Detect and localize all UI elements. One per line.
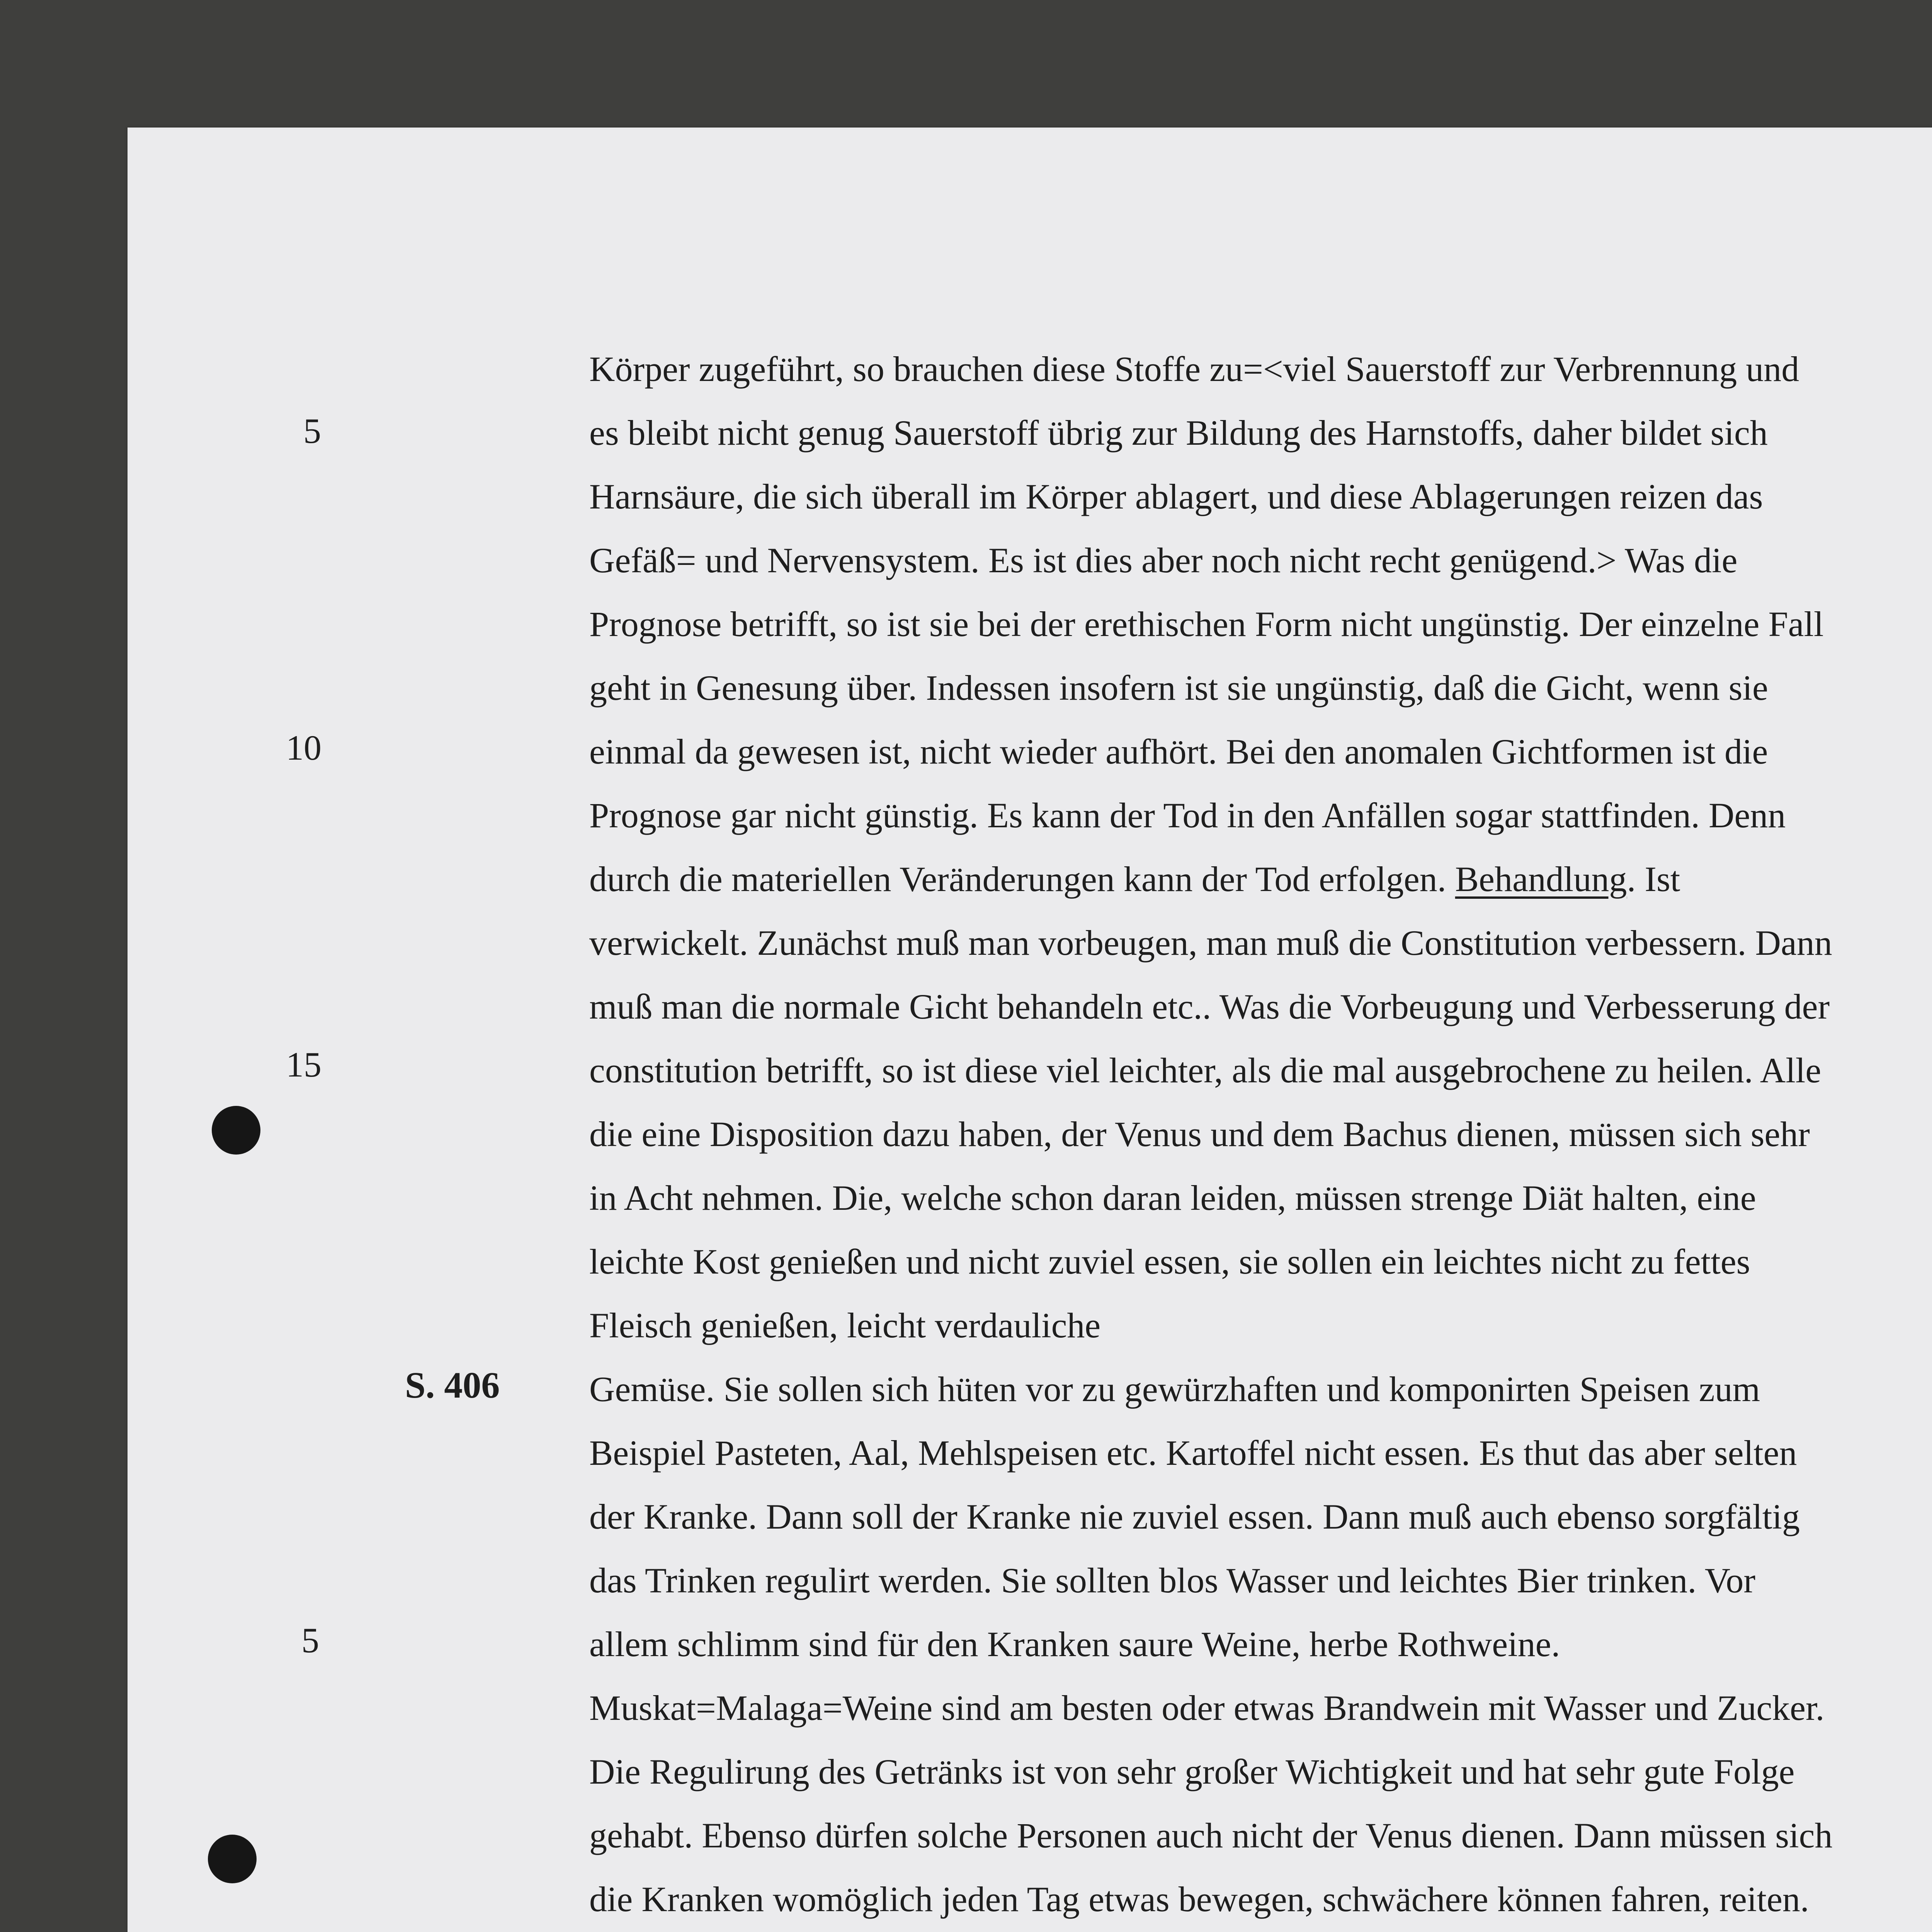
text-line: constitution betrifft, so ist diese viel leichter, als die mal ausgebrochene zu heilen. Alle xyxy=(589,1051,1821,1090)
text-line: leichte Kost genießen und nicht zuviel essen, sie sollen ein leichtes nicht zu fettes xyxy=(589,1242,1750,1281)
text-line xyxy=(589,860,1680,898)
line-number: 10 xyxy=(286,728,321,767)
underlined-heading: Behandlung xyxy=(1455,859,1627,899)
text-line: Prognose gar nicht günstig. Es kann der Tod in den Anfällen sogar stattfinden. Denn xyxy=(589,796,1786,835)
line-number: 5 xyxy=(301,1621,319,1660)
text-line: das Trinken regulirt werden. Sie sollten blos Wasser und leichtes Bier trinken. Vor xyxy=(589,1561,1755,1600)
text-line: in Acht nehmen. Die, welche schon daran leiden, müssen strenge Diät halten, eine xyxy=(589,1178,1756,1218)
text-line: die Kranken womöglich jeden Tag etwas bewegen, schwächere können fahren, reiten. xyxy=(589,1879,1809,1919)
text-line: muß man die normale Gicht behandeln etc.. Was die Vorbeugung und Verbesserung der xyxy=(589,987,1830,1026)
punch-hole-bottom xyxy=(208,1835,257,1883)
text-line: gehabt. Ebenso dürfen solche Personen auch nicht der Venus dienen. Dann müssen sich xyxy=(589,1816,1833,1855)
text-line: Körper zugeführt, so brauchen diese Stoffe zu=<viel Sauerstoff zur Verbrennung und xyxy=(589,349,1799,389)
text-line: Beispiel Pasteten, Aal, Mehlspeisen etc. Kartoffel nicht essen. Es thut das aber selten xyxy=(589,1433,1797,1473)
punch-hole-top xyxy=(212,1106,260,1155)
text-line: Gefäß= und Nervensystem. Es ist dies aber noch nicht recht genügend.> Was die xyxy=(589,541,1738,580)
text-line: Fleisch genießen, leicht verdauliche xyxy=(589,1306,1101,1345)
document-sheet xyxy=(128,128,1932,1932)
text-line: Muskat=Malaga=Weine sind am besten oder etwas Brandwein mit Wasser und Zucker. xyxy=(589,1688,1825,1728)
text-line: Gemüse. Sie sollen sich hüten vor zu gewürzhaften und komponirten Speisen zum xyxy=(589,1369,1760,1409)
text-line: der Kranke. Dann soll der Kranke nie zuviel essen. Dann muß auch ebenso sorgfältig xyxy=(589,1497,1800,1536)
text-line: Prognose betrifft, so ist sie bei der erethischen Form nicht ungünstig. Der einzelne Fall xyxy=(589,604,1824,644)
text-segment: . Ist xyxy=(1627,859,1680,899)
text-line: es bleibt nicht genug Sauerstoff übrig zur Bildung des Harnstoffs, daher bildet sich xyxy=(589,413,1768,452)
line-number: 5 xyxy=(303,411,321,451)
text-line: verwickelt. Zunächst muß man vorbeugen, man muß die Constitution verbessern. Dann xyxy=(589,923,1832,963)
text-segment: durch die materiellen Veränderungen kann der Tod erfolgen. xyxy=(589,859,1446,899)
text-line: allem schlimm sind für den Kranken saure Weine, herbe Rothweine. xyxy=(589,1624,1560,1664)
text-line: geht in Genesung über. Indessen insofern ist sie ungünstig, daß die Gicht, wenn sie xyxy=(589,668,1768,707)
text-line: einmal da gewesen ist, nicht wieder aufhört. Bei den anomalen Gichtformen ist die xyxy=(589,732,1768,771)
text-line: Harnsäure, die sich überall im Körper ablagert, und diese Ablagerungen reizen das xyxy=(589,477,1763,516)
text-line: die eine Disposition dazu haben, der Venus und dem Bachus dienen, müssen sich sehr xyxy=(589,1114,1810,1154)
line-number: 15 xyxy=(286,1045,321,1084)
text-line: Die Regulirung des Getränks ist von sehr großer Wichtigkeit und hat sehr gute Folge xyxy=(589,1752,1795,1791)
page-reference: S. 406 xyxy=(405,1364,500,1406)
